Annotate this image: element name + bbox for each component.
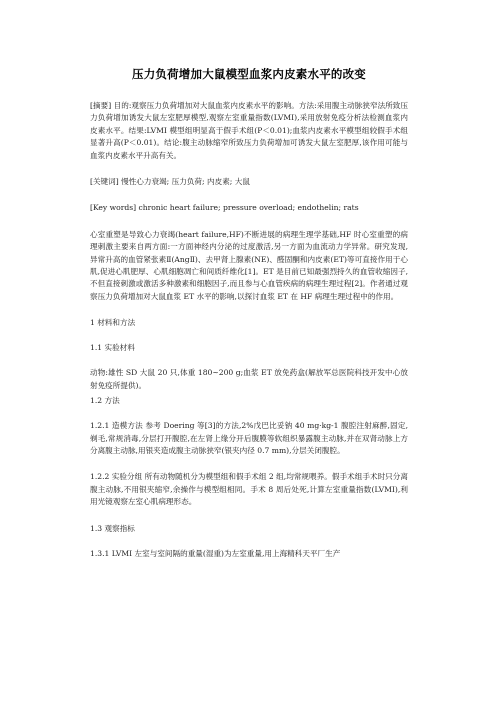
introduction-paragraph: 心室重塑是导致心力衰竭(heart failure,HF)不断进展的病理生理学基础,HF 时心室重塑的病理刺激主要来自两方面:一方面神经内分泌的过度激活,另一方面为血流动力学异常。研究发现,异常升高的血管紧张素Ⅱ(AngⅡ)、去甲肾上腺素(NE)、醛固酮和内皮素(ET)等可直接作用于心肌,促进心肌肥厚、心肌细胞凋亡和间质纤维化[1]。ET 是目前已知最强烈持久的血管收缩因子,不但直接刺激或激活多种激素和细胞因子,而且参与心血管疾病的病理生理过程[2]。作者通过观察压力负荷增加对大鼠血浆 ET 水平的影响,以探讨血浆 ET 在 HF 病理生理过程中的作用。 [90,229,408,301]
section-heading-experimental-materials: 1.1 实验材料 [90,343,135,353]
keywords-english: [Key words] chronic heart failure; pressure overload; endothelin; rats [90,203,359,213]
modeling-method-paragraph: 1.2.1 造模方法 参考 Doering 等[3]的方法,2%戊巴比妥钠 40 mg·kg-1 腹腔注射麻醉,固定,剃毛,常规消毒,分层打开腹腔,在左肾上缘分开后腹膜等软组织暴露腹主动脉,并在双肾动脉上方分离腹主动脉,用银夹造成腹主动脉狭窄(银夹内径 0.7 mm),分层关闭腹腔。 [90,421,408,455]
section-heading-materials-methods: 1 材料和方法 [90,318,136,328]
section-heading-observation-indices: 1.3 观察指标 [90,523,135,533]
experimental-materials-paragraph: 动物:雄性 SD 大鼠 20 只,体重 180~200 g;血浆 ET 放免药盒(解放军总医院科技开发中心放射免疫所提供)。 [90,368,408,390]
document-page [90,66,408,574]
section-heading-methods: 1.2 方法 [90,396,120,406]
lvmi-paragraph: 1.3.1 LVMI 左室与室间隔的重量(湿重)为左室重量,用上海精科天平厂生产 [90,548,341,558]
keywords-chinese: [关键词] 慢性心力衰竭; 压力负荷; 内皮素; 大鼠 [90,177,250,187]
abstract-paragraph: [摘要] 目的:观察压力负荷增加对大鼠血浆内皮素水平的影响。方法:采用腹主动脉狭窄法所致压力负荷增加诱发大鼠左室肥厚模型,观察左室重量指数(LVMI),采用放射免疫分析法检测血浆内皮素水平。结果:LVMI 模型组明显高于假手术组(P＜0.01);血浆内皮素水平模型组较假手术组显著升高(P＜0.01)。结论:腹主动脉缩窄所致压力负荷增加可诱发大鼠左室肥厚,该作用可能与血浆内皮素水平升高有关。 [90,101,408,160]
paper-title: 压力负荷增加大鼠模型血浆内皮素水平的改变 [132,67,366,81]
grouping-paragraph: 1.2.2 实验分组 所有动物随机分为模型组和假手术组 2 组,均常规喂养。假手术组手术时只分离腹主动脉,不用银夹缩窄,余操作与模型组相同。手术 8 周后处死,计算左室重量指数(LVMI),利用光镜观察左室心肌病理形态。 [90,472,408,507]
